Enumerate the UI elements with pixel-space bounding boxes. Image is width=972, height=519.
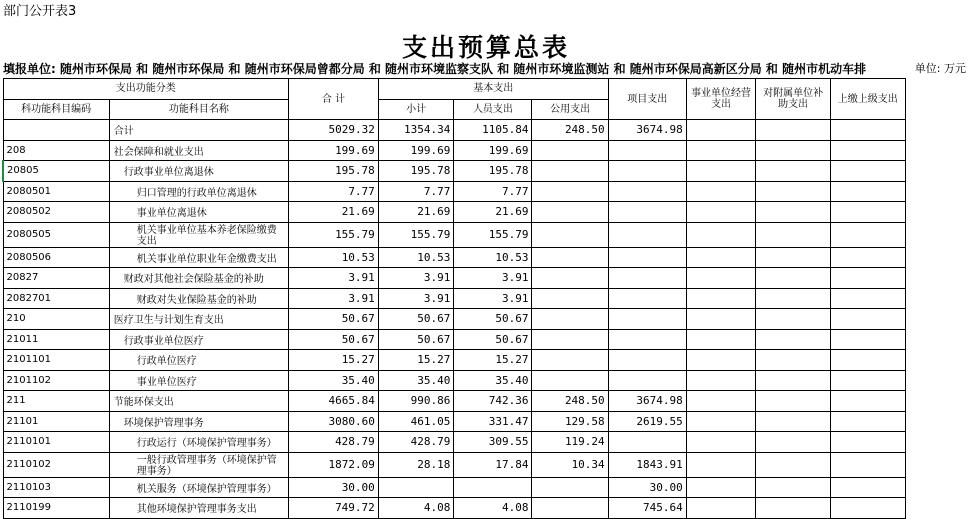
row-affiliate — [756, 432, 831, 453]
row-name: 行政事业单位医疗 — [109, 329, 288, 350]
row-enterprise — [686, 120, 756, 141]
row-affiliate — [756, 140, 831, 161]
row-enterprise — [686, 202, 756, 223]
row-affiliate — [756, 452, 831, 477]
row-code: 21011 — [3, 329, 109, 350]
row-personnel: 3.91 — [454, 268, 532, 289]
row-subtotal: 3.91 — [378, 288, 454, 309]
row-subtotal: 461.05 — [378, 411, 454, 432]
row-code: 2080502 — [3, 202, 109, 223]
table-row — [3, 391, 971, 412]
unit-label: 单位: 万元 — [914, 62, 966, 75]
row-enterprise — [686, 268, 756, 289]
row-code: 2110102 — [3, 452, 109, 477]
row-superior — [830, 268, 905, 289]
row-personnel: 21.69 — [454, 202, 532, 223]
row-affiliate — [756, 288, 831, 309]
row-code: 2080501 — [3, 181, 109, 202]
row-public: 129.58 — [532, 411, 608, 432]
row-affiliate — [756, 268, 831, 289]
row-public — [532, 222, 608, 247]
row-affiliate — [756, 391, 831, 412]
row-enterprise — [686, 181, 756, 202]
reporting-unit: 填报单位: 随州市环保局 和 随州市环保局 和 随州市环保局曾都分局 和 随州市环境监察支队 和 随州市环境监测站 和 随州市环保局高新区分局 和 随州市机动车排 — [3, 62, 867, 76]
table-row — [3, 268, 971, 289]
row-project — [608, 181, 686, 202]
row-code: 2101102 — [3, 370, 109, 391]
row-project — [608, 350, 686, 371]
row-superior — [830, 181, 905, 202]
row-enterprise — [686, 247, 756, 268]
header-subject: 功能科目名称 — [109, 99, 288, 120]
row-public — [532, 247, 608, 268]
row-subtotal: 990.86 — [378, 391, 454, 412]
row-project — [608, 161, 686, 182]
row-subtotal: 195.78 — [378, 161, 454, 182]
row-subtotal — [378, 477, 454, 498]
row-enterprise — [686, 498, 756, 519]
row-subtotal: 50.67 — [378, 309, 454, 330]
row-project — [608, 268, 686, 289]
row-name: 医疗卫生与计划生育支出 — [109, 309, 288, 330]
row-personnel: 199.69 — [454, 140, 532, 161]
row-project: 745.64 — [608, 498, 686, 519]
row-name: 节能环保支出 — [109, 391, 288, 412]
header-project: 项目支出 — [608, 79, 686, 120]
row-superior — [830, 391, 905, 412]
row-project — [608, 202, 686, 223]
row-superior — [830, 222, 905, 247]
row-total: 1872.09 — [289, 452, 379, 477]
table-row — [3, 350, 971, 371]
row-total: 195.78 — [289, 161, 379, 182]
row-total: 7.77 — [289, 181, 379, 202]
row-subtotal: 199.69 — [378, 140, 454, 161]
table-row — [3, 161, 971, 182]
row-superior — [830, 329, 905, 350]
row-public — [532, 498, 608, 519]
row-code: 2110199 — [3, 498, 109, 519]
row-name: 事业单位医疗 — [109, 370, 288, 391]
row-enterprise — [686, 350, 756, 371]
row-enterprise — [686, 161, 756, 182]
row-public — [532, 477, 608, 498]
row-superior — [830, 498, 905, 519]
row-name: 机关事业单位职业年金缴费支出 — [109, 247, 288, 268]
table-row — [3, 309, 971, 330]
row-name: 合计 — [109, 120, 288, 141]
table-row — [3, 477, 971, 498]
table-row — [3, 329, 971, 350]
row-affiliate — [756, 350, 831, 371]
table-row — [3, 432, 971, 453]
row-total: 428.79 — [289, 432, 379, 453]
row-code: 2110103 — [3, 477, 109, 498]
row-project — [608, 329, 686, 350]
row-subtotal: 15.27 — [378, 350, 454, 371]
table-row — [3, 181, 971, 202]
row-name: 机关事业单位基本养老保险缴费支出 — [109, 222, 288, 247]
row-subtotal: 10.53 — [378, 247, 454, 268]
row-superior — [830, 140, 905, 161]
row-project — [608, 432, 686, 453]
row-public — [532, 268, 608, 289]
table-row — [3, 370, 971, 391]
row-superior — [830, 161, 905, 182]
row-superior — [830, 120, 905, 141]
row-personnel: 195.78 — [454, 161, 532, 182]
row-project: 3674.98 — [608, 120, 686, 141]
header-subtotal: 小计 — [378, 99, 454, 120]
row-project — [608, 370, 686, 391]
row-project: 3674.98 — [608, 391, 686, 412]
page-title: 支出预算总表 — [401, 33, 570, 62]
row-project — [608, 309, 686, 330]
row-personnel: 50.67 — [454, 309, 532, 330]
row-name: 机关服务（环境保护管理事务） — [109, 477, 288, 498]
table-row — [3, 498, 971, 519]
row-total: 199.69 — [289, 140, 379, 161]
row-project: 1843.91 — [608, 452, 686, 477]
row-superior — [830, 452, 905, 477]
row-code: 208 — [3, 140, 109, 161]
row-affiliate — [756, 477, 831, 498]
row-name: 行政运行（环境保护管理事务） — [109, 432, 288, 453]
row-code: 20805 — [3, 161, 109, 182]
row-subtotal: 7.77 — [378, 181, 454, 202]
row-subtotal: 1354.34 — [378, 120, 454, 141]
row-name: 环境保护管理事务 — [109, 411, 288, 432]
row-enterprise — [686, 309, 756, 330]
row-enterprise — [686, 391, 756, 412]
row-personnel — [454, 477, 532, 498]
row-personnel: 7.77 — [454, 181, 532, 202]
row-affiliate — [756, 247, 831, 268]
row-personnel: 4.08 — [454, 498, 532, 519]
row-public — [532, 181, 608, 202]
row-superior — [830, 411, 905, 432]
row-code — [3, 120, 109, 141]
row-superior — [830, 247, 905, 268]
header-enterprise: 事业单位经营支出 — [686, 79, 756, 120]
row-public: 10.34 — [532, 452, 608, 477]
row-personnel: 10.53 — [454, 247, 532, 268]
row-personnel: 3.91 — [454, 288, 532, 309]
row-public — [532, 350, 608, 371]
row-enterprise — [686, 370, 756, 391]
row-total: 50.67 — [289, 329, 379, 350]
row-name: 行政单位医疗 — [109, 350, 288, 371]
row-name: 行政事业单位离退休 — [109, 161, 288, 182]
row-total: 3080.60 — [289, 411, 379, 432]
table-row — [3, 452, 971, 477]
row-name: 事业单位离退休 — [109, 202, 288, 223]
row-name: 归口管理的行政单位离退休 — [109, 181, 288, 202]
row-superior — [830, 370, 905, 391]
row-personnel: 15.27 — [454, 350, 532, 371]
header-affiliate: 对附属单位补助支出 — [756, 79, 831, 120]
row-code: 2080505 — [3, 222, 109, 247]
row-affiliate — [756, 370, 831, 391]
row-personnel: 1105.84 — [454, 120, 532, 141]
row-superior — [830, 432, 905, 453]
header-personnel: 人员支出 — [454, 99, 532, 120]
row-affiliate — [756, 329, 831, 350]
row-code: 2110101 — [3, 432, 109, 453]
table-row — [3, 288, 971, 309]
row-affiliate — [756, 181, 831, 202]
row-code: 2101101 — [3, 350, 109, 371]
header-total: 合 计 — [289, 79, 379, 120]
row-personnel: 331.47 — [454, 411, 532, 432]
row-public — [532, 370, 608, 391]
row-name: 财政对失业保险基金的补助 — [109, 288, 288, 309]
row-enterprise — [686, 477, 756, 498]
row-project — [608, 222, 686, 247]
row-total: 21.69 — [289, 202, 379, 223]
row-total: 749.72 — [289, 498, 379, 519]
row-project: 30.00 — [608, 477, 686, 498]
row-code: 20827 — [3, 268, 109, 289]
row-affiliate — [756, 120, 831, 141]
row-public — [532, 309, 608, 330]
row-public — [532, 140, 608, 161]
row-total: 50.67 — [289, 309, 379, 330]
row-public — [532, 329, 608, 350]
row-superior — [830, 309, 905, 330]
row-affiliate — [756, 309, 831, 330]
row-total: 35.40 — [289, 370, 379, 391]
row-subtotal: 21.69 — [378, 202, 454, 223]
table-row — [3, 411, 971, 432]
row-total: 5029.32 — [289, 120, 379, 141]
header-public: 公用支出 — [532, 99, 608, 120]
row-code: 2082701 — [3, 288, 109, 309]
row-enterprise — [686, 222, 756, 247]
row-project: 2619.55 — [608, 411, 686, 432]
row-superior — [830, 350, 905, 371]
row-subtotal: 28.18 — [378, 452, 454, 477]
table-row — [3, 222, 971, 247]
row-personnel: 50.67 — [454, 329, 532, 350]
sheet-label: 部门公开表3 — [3, 4, 77, 19]
row-affiliate — [756, 202, 831, 223]
header-basic: 基本支出 — [378, 79, 608, 100]
row-enterprise — [686, 411, 756, 432]
row-public: 248.50 — [532, 120, 608, 141]
budget-table — [2, 78, 972, 519]
row-public — [532, 202, 608, 223]
row-superior — [830, 288, 905, 309]
table-row — [3, 202, 971, 223]
table-row — [3, 247, 971, 268]
row-enterprise — [686, 432, 756, 453]
row-code: 21101 — [3, 411, 109, 432]
row-enterprise — [686, 452, 756, 477]
row-project — [608, 247, 686, 268]
row-project — [608, 288, 686, 309]
row-project — [608, 140, 686, 161]
row-affiliate — [756, 411, 831, 432]
row-total: 10.53 — [289, 247, 379, 268]
row-name: 财政对其他社会保险基金的补助 — [109, 268, 288, 289]
row-total: 155.79 — [289, 222, 379, 247]
row-name: 其他环境保护管理事务支出 — [109, 498, 288, 519]
table-row — [3, 120, 971, 141]
header-func-class: 支出功能分类 — [3, 79, 289, 100]
row-subtotal: 155.79 — [378, 222, 454, 247]
row-enterprise — [686, 140, 756, 161]
row-total: 3.91 — [289, 268, 379, 289]
row-superior — [830, 202, 905, 223]
header-row-1 — [3, 79, 971, 100]
row-enterprise — [686, 288, 756, 309]
row-total: 15.27 — [289, 350, 379, 371]
header-superior: 上缴上级支出 — [830, 79, 905, 120]
row-public — [532, 161, 608, 182]
row-personnel: 155.79 — [454, 222, 532, 247]
row-name: 社会保障和就业支出 — [109, 140, 288, 161]
row-public: 119.24 — [532, 432, 608, 453]
row-public: 248.50 — [532, 391, 608, 412]
row-name: 一般行政管理事务（环境保护管理事务） — [109, 452, 288, 477]
row-public — [532, 288, 608, 309]
row-code: 2080506 — [3, 247, 109, 268]
row-subtotal: 35.40 — [378, 370, 454, 391]
row-enterprise — [686, 329, 756, 350]
row-subtotal: 50.67 — [378, 329, 454, 350]
row-code: 211 — [3, 391, 109, 412]
header-code: 科功能科目编码 — [3, 99, 109, 120]
row-subtotal: 428.79 — [378, 432, 454, 453]
row-affiliate — [756, 161, 831, 182]
row-total: 4665.84 — [289, 391, 379, 412]
row-personnel: 17.84 — [454, 452, 532, 477]
row-total: 30.00 — [289, 477, 379, 498]
row-total: 3.91 — [289, 288, 379, 309]
row-code: 210 — [3, 309, 109, 330]
row-affiliate — [756, 222, 831, 247]
row-subtotal: 3.91 — [378, 268, 454, 289]
row-superior — [830, 477, 905, 498]
row-affiliate — [756, 498, 831, 519]
row-personnel: 742.36 — [454, 391, 532, 412]
row-personnel: 35.40 — [454, 370, 532, 391]
row-personnel: 309.55 — [454, 432, 532, 453]
table-row — [3, 140, 971, 161]
row-subtotal: 4.08 — [378, 498, 454, 519]
